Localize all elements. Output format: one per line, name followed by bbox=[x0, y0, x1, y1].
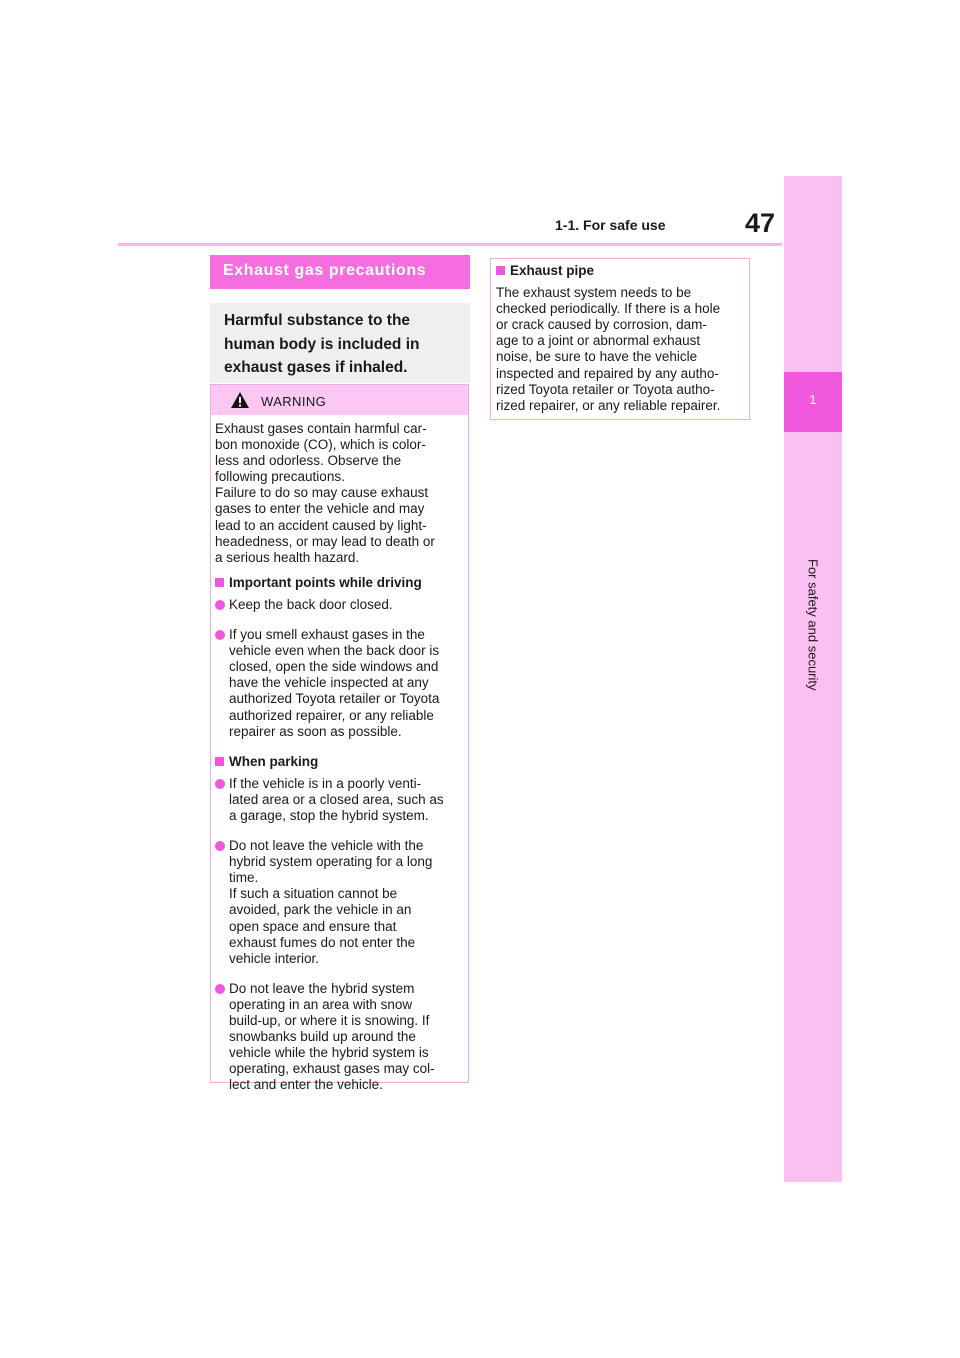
exhaust-pipe-subheading bbox=[496, 263, 746, 279]
text-line: vehicle interior. bbox=[229, 950, 320, 966]
header-rule bbox=[118, 243, 782, 246]
warning-title: WARNING bbox=[261, 394, 327, 409]
bullet-text bbox=[229, 981, 465, 1094]
text-line: less and odorless. Observe the bbox=[215, 453, 402, 469]
text-line: a serious health hazard. bbox=[215, 549, 360, 565]
bullet-text bbox=[229, 838, 465, 967]
summary-box bbox=[210, 303, 470, 383]
text-line: noise, be sure to have the vehicle bbox=[496, 349, 698, 365]
text-line: repairer as soon as possible. bbox=[229, 723, 402, 739]
summary-line: exhaust gases if inhaled. bbox=[224, 359, 408, 376]
bullet-text bbox=[229, 776, 465, 824]
text-line: Exhaust gases contain harmful car- bbox=[215, 421, 427, 436]
subheading-text: When parking bbox=[229, 753, 319, 769]
text-line: checked periodically. If there is a hole bbox=[496, 301, 721, 317]
text-line: rized Toyota retailer or Toyota autho- bbox=[496, 381, 715, 397]
text-line: exhaust fumes do not enter the bbox=[229, 934, 416, 950]
text-line: If such a situation cannot be bbox=[229, 886, 398, 902]
square-bullet-icon bbox=[496, 266, 505, 275]
text-line: authorized repairer, or any reliable bbox=[229, 707, 434, 723]
round-bullet-icon bbox=[215, 984, 225, 994]
bullet-item bbox=[215, 597, 465, 613]
bullet-text bbox=[229, 627, 465, 740]
warning-triangle-icon bbox=[230, 391, 250, 409]
text-line: headedness, or may lead to death or bbox=[215, 533, 435, 549]
text-line: build-up, or where it is snowing. If bbox=[229, 1013, 430, 1028]
text-line: operating in an area with snow bbox=[229, 996, 413, 1012]
summary-line: human body is included in bbox=[224, 335, 420, 353]
text-line: rized repairer, or any reliable repairer. bbox=[496, 397, 721, 413]
text-line: Failure to do so may cause exhaust bbox=[215, 485, 429, 501]
text-line: If the vehicle is in a poorly venti- bbox=[229, 775, 422, 791]
text-line: vehicle while the hybrid system is bbox=[229, 1045, 429, 1061]
round-bullet-icon bbox=[215, 779, 225, 789]
round-bullet-icon bbox=[215, 841, 225, 851]
text-line: or crack caused by corrosion, dam- bbox=[496, 317, 707, 333]
text-line: open space and ensure that bbox=[229, 918, 397, 934]
bullet-item bbox=[215, 981, 465, 1094]
text-line: time. bbox=[229, 870, 259, 886]
round-bullet-icon bbox=[215, 600, 225, 610]
warning-intro bbox=[215, 421, 465, 566]
text-line: operating, exhaust gases may col- bbox=[229, 1061, 435, 1077]
text-line: gases to enter the vehicle and may bbox=[215, 501, 425, 517]
section-label: 1-1. For safe use bbox=[555, 217, 666, 233]
bullet-item bbox=[215, 838, 465, 967]
text-line: have the vehicle inspected at any bbox=[229, 675, 429, 691]
text-line: authorized Toyota retailer or Toyota bbox=[229, 691, 440, 707]
text-line: Do not leave the hybrid system bbox=[229, 980, 415, 996]
summary-line: Harmful substance to the bbox=[224, 312, 411, 329]
text-line: If you smell exhaust gases in the bbox=[229, 627, 425, 643]
text-line: avoided, park the vehicle in an bbox=[229, 902, 412, 918]
bullet-item bbox=[215, 776, 465, 824]
text-line: age to a joint or abnormal exhaust bbox=[496, 333, 701, 349]
bullet-text bbox=[229, 597, 465, 613]
driving-subheading bbox=[215, 575, 465, 591]
exhaust-pipe-content bbox=[496, 263, 746, 414]
text-line: lect and enter the vehicle. bbox=[229, 1077, 383, 1093]
text-line: following precautions. bbox=[215, 469, 345, 485]
text-line: bon monoxide (CO), which is color- bbox=[215, 437, 426, 453]
subheading-text: Important points while driving bbox=[229, 574, 422, 590]
parking-subheading bbox=[215, 754, 465, 770]
page-number: 47 bbox=[745, 208, 776, 238]
square-bullet-icon bbox=[215, 757, 224, 766]
chapter-title: For safety and security bbox=[805, 559, 821, 691]
exhaust-pipe-box bbox=[490, 258, 750, 420]
square-bullet-icon bbox=[215, 578, 224, 587]
text-line: closed, open the side windows and bbox=[229, 659, 439, 675]
text-line: a garage, stop the hybrid system. bbox=[229, 807, 429, 823]
subheading-text: Exhaust pipe bbox=[510, 263, 595, 278]
text-line: Keep the back door closed. bbox=[229, 596, 393, 612]
text-line: vehicle even when the back door is bbox=[229, 643, 440, 659]
text-line: Do not leave the vehicle with the bbox=[229, 838, 424, 854]
text-line: The exhaust system needs to be bbox=[496, 285, 692, 301]
warning-content bbox=[215, 421, 465, 1107]
text-line: inspected and repaired by any autho- bbox=[496, 365, 719, 381]
text-line: lated area or a closed area, such as bbox=[229, 791, 444, 807]
bullet-item bbox=[215, 627, 465, 740]
text-line: lead to an accident caused by light- bbox=[215, 517, 427, 533]
text-line: hybrid system operating for a long bbox=[229, 854, 433, 870]
round-bullet-icon bbox=[215, 630, 225, 640]
warning-box bbox=[210, 384, 469, 1093]
text-line: snowbanks build up around the bbox=[229, 1029, 416, 1045]
section-heading: Exhaust gas precautions bbox=[223, 262, 427, 279]
chapter-number: 1 bbox=[809, 392, 817, 407]
